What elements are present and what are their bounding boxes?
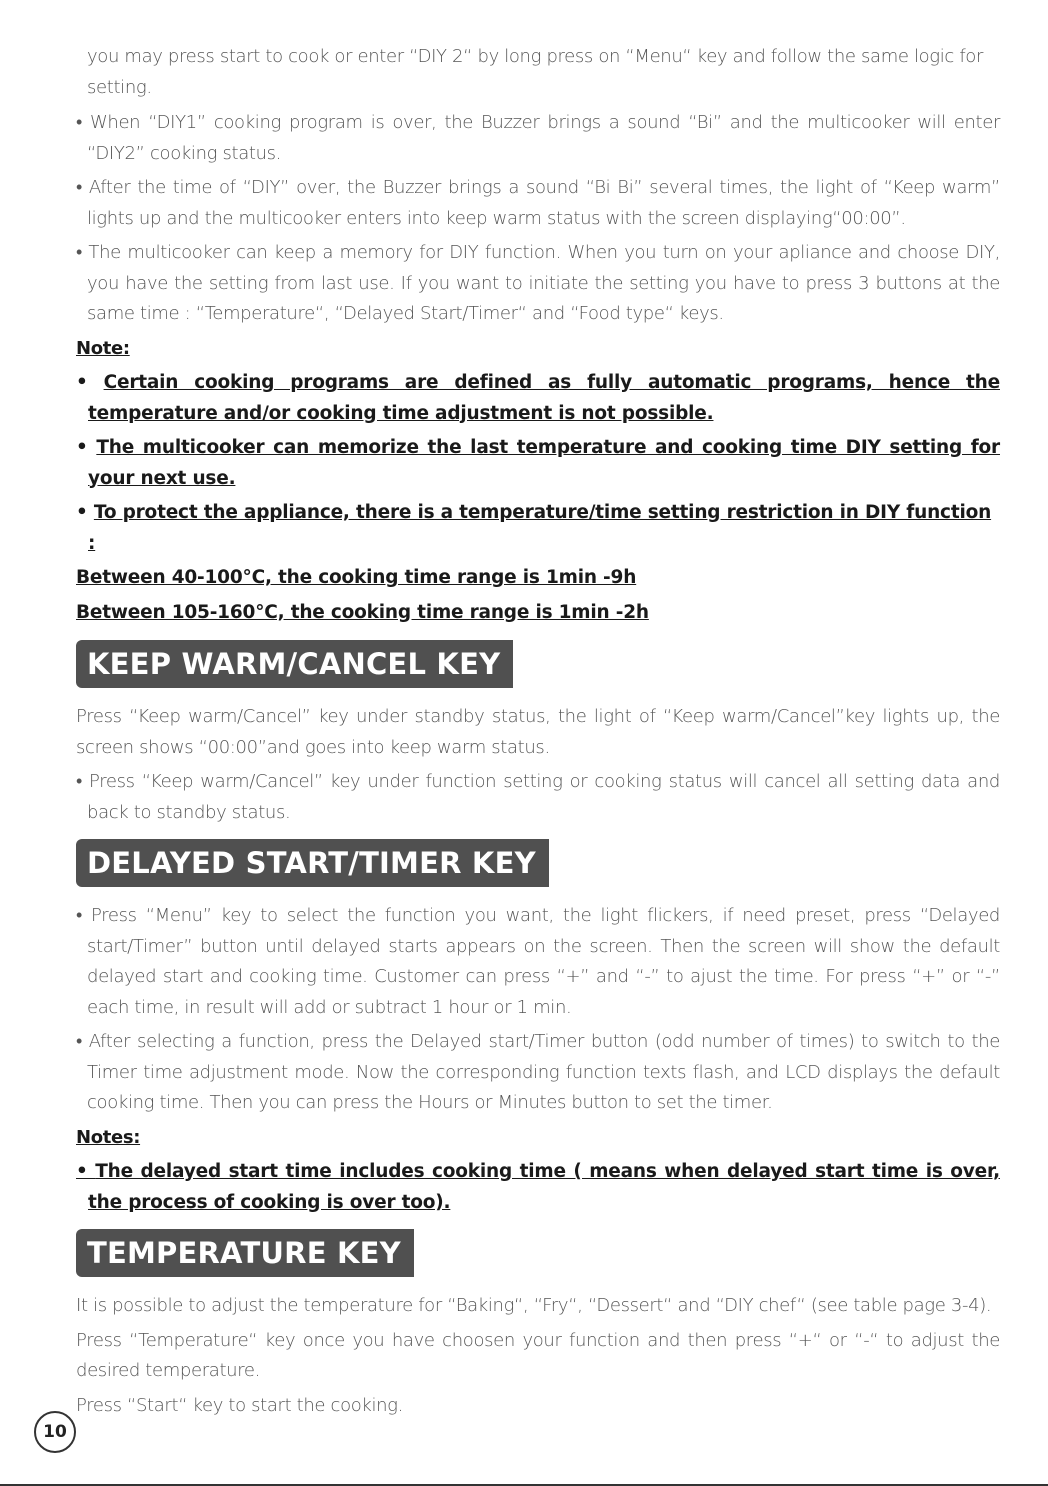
keep-warm-bullet: • Press “Keep warm/Cancel” key under function setting or cooking status will cancel all setting data and back to standby status. [76,771,1000,823]
delayed-bullet-2: • After selecting a function, press the Delayed start/Timer button (odd number of times) to switch to the Timer time adjustment mode. Now the corresponding function texts flash, and LCD displays the default cooking time. Then you can press the Hours or Minutes button to set the timer. [76,1031,1000,1113]
page-number-badge [34,1411,76,1453]
note-range-2 [76,598,1000,629]
note-bullet-3-text: To protect the appliance, there is a temperature/time setting restriction in DIY function : [88,502,992,554]
diy-bullet-1: • When “DIY1” cooking program is over, the Buzzer brings a sound “Bi” and the multicooker will enter “DIY2” cooking status. [76,112,1000,164]
note-range-1-text: Between 40-100°C, the cooking time range is 1min -9h [76,567,637,588]
note-bullet-2-text: The multicooker can memorize the last temperature and cooking time DIY setting for your next use. [88,437,1000,489]
page-content [76,42,1000,1421]
notes-bullet-text: The delayed start time includes cooking time ( means when delayed start time is over, the process of cooking is over too). [88,1161,1000,1213]
temperature-section [76,1229,1000,1421]
keep-warm-paragraph: Press “Keep warm/Cancel” key under standby status, the light of “Keep warm/Cancel”key lights up, the screen shows “00:00”and goes into keep warm status. [76,706,1000,758]
notes-bullet: • The delayed start time includes cooking time ( means when delayed start time is over, the process of cooking is over too). [76,1161,1000,1213]
diy-bullet-2: • After the time of “DIY” over, the Buzzer brings a sound “Bi Bi” several times, the light of “Keep warm” lights up and the multicooker enters into keep warm status with the screen displaying“00:00”. [76,177,1000,229]
note-bullet-1-text: Certain cooking programs are defined as fully automatic programs, hence the temperature and/or cooking time adjustment is not possible. [88,372,1000,424]
note-bullet-2: • The multicooker can memorize the last temperature and cooking time DIY setting for your next use. [76,437,1000,489]
keep-warm-section [76,640,1000,828]
temperature-heading: TEMPERATURE KEY [76,1229,414,1277]
diy-bullet-3: • The multicooker can keep a memory for DIY function. When you turn on your apliance and choose DIY, you have the setting from last use. If you want to initiate the setting you have to press 3 buttons at the same time : “Temperature“, “Delayed Start/Timer“ and “Food type“ keys. [76,242,1000,324]
diy-continued-section [76,42,1000,330]
note-range-2-text: Between 105-160°C, the cooking time range is 1min -2h [76,601,649,623]
temperature-paragraph-3: Press “Start“ key to start the cooking. [76,1394,403,1416]
delayed-bullet-1: • Press “Menu” key to select the function you want, the light flickers, if need preset, press “Delayed start/Timer” button until delayed starts appears on the screen. Then the screen will show the default delayed start and cooking time. Customer can press “+” and “-” to ajust the time. For press “+” or “-” each time, in result will add or subtract 1 hour or 1 min. [76,905,1000,1018]
note-range-1 [76,563,1000,594]
note-bullet-3: • To protect the appliance, there is a temperature/time setting restriction in DIY function : [76,502,992,554]
note-heading: Note: [76,337,130,359]
page-number: 10 [43,1422,67,1442]
notes-heading: Notes: [76,1126,141,1148]
keep-warm-heading: KEEP WARM/CANCEL KEY [76,640,513,688]
intro-line: you may press start to cook or enter “DIY 2“ by long press on “Menu“ key and follow the same logic for setting. [87,46,984,98]
note-section [76,334,1000,629]
note-bullet-1: • Certain cooking programs are defined as fully automatic programs, hence the temperature and/or cooking time adjustment is not possible. [76,372,1000,424]
delayed-start-section [76,839,1000,1218]
delayed-start-heading: DELAYED START/TIMER KEY [76,839,549,887]
temperature-paragraph-1: It is possible to adjust the temperature for “Baking“, “Fry“, “Dessert“ and “DIY chef“ (see table page 3-4). [76,1295,992,1316]
temperature-paragraph-2: Press “Temperature“ key once you have choosen your function and then press “+“ or “-“ to adjust the desired temperature. [76,1329,1000,1381]
